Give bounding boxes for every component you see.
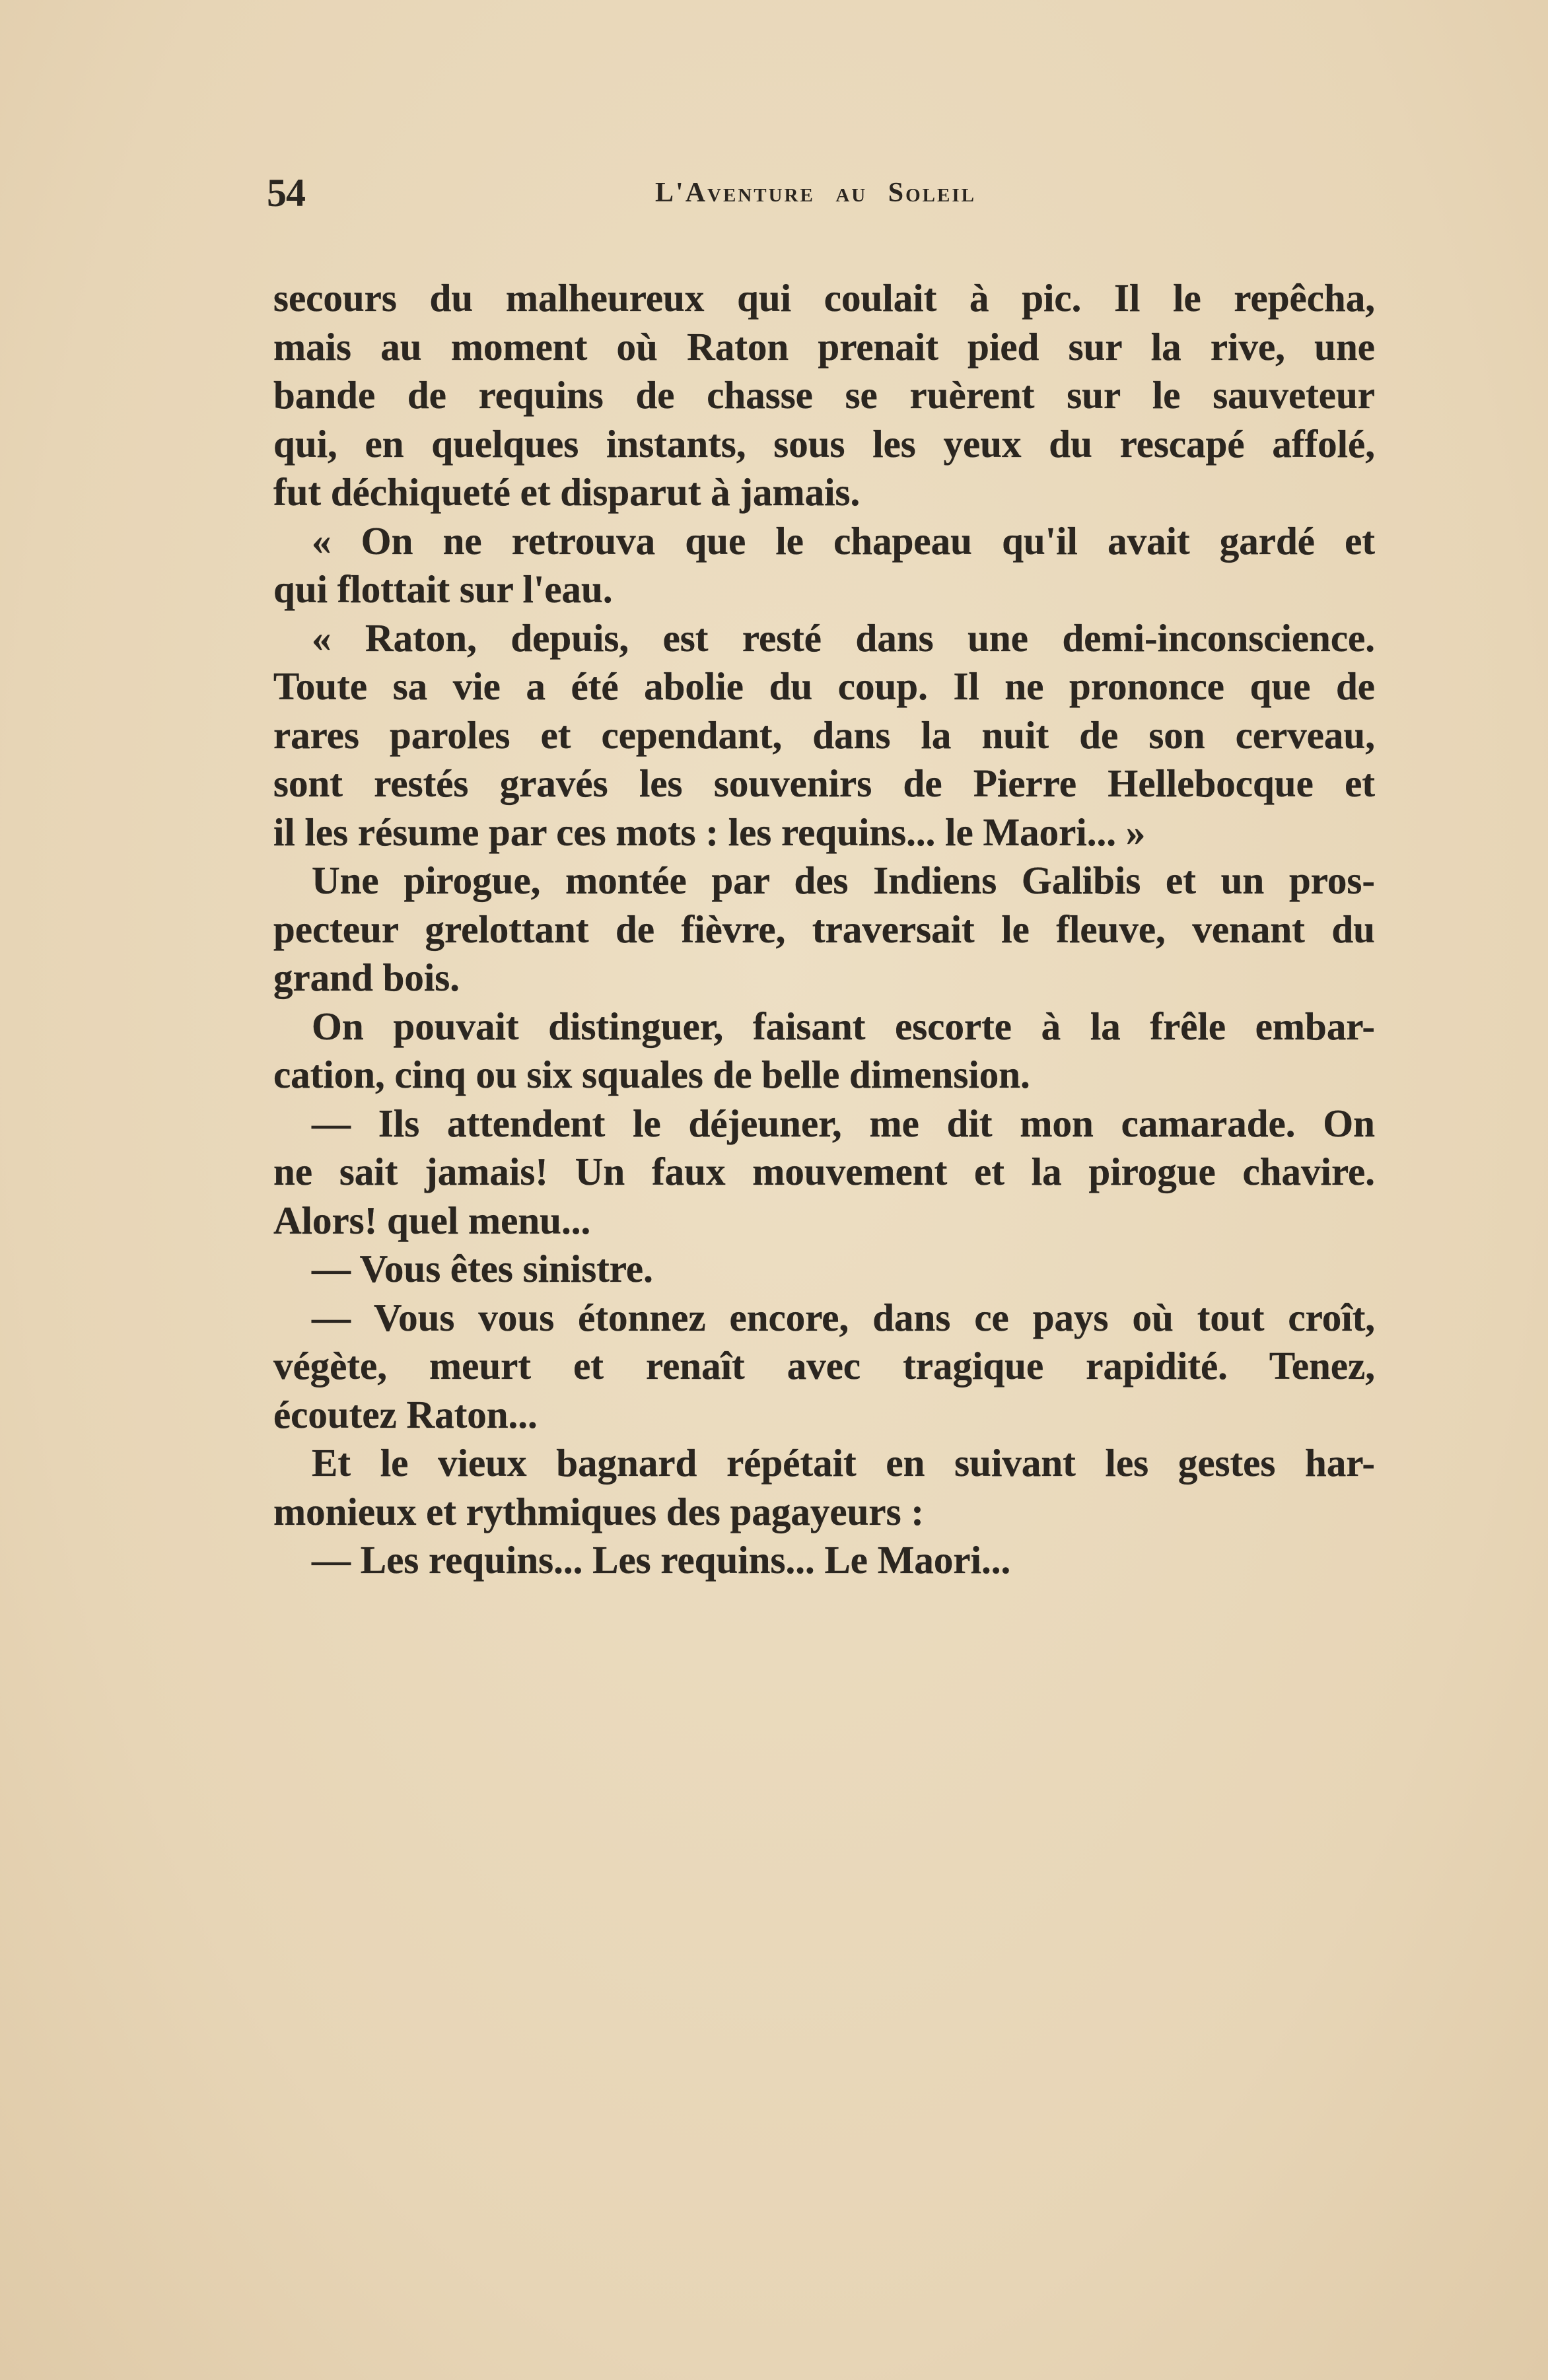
text-line: il les résume par ces mots : les requins... le Maori... » — [273, 810, 1146, 854]
text-line: Une pirogue, montée par des Indiens Galibis et un pros- — [312, 858, 1375, 902]
text-line: Et le vieux bagnard répétait en suivant les gestes har- — [312, 1441, 1375, 1485]
text-line: végète, meurt et renaît avec tragique rapidité. Tenez, — [273, 1344, 1375, 1387]
text-line: grand bois. — [273, 956, 460, 999]
paragraph — [273, 1536, 1375, 1585]
text-line: monieux et rythmiques des pagayeurs : — [273, 1489, 924, 1533]
text-line: pecteur grelottant de fièvre, traversait le fleuve, venant du — [273, 907, 1375, 951]
text-line: sont restés gravés les souvenirs de Pierre Hellebocque et — [273, 761, 1375, 805]
text-line: fut déchiqueté et disparut à jamais. — [273, 470, 861, 514]
text-line: rares paroles et cependant, dans la nuit de son cerveau, — [273, 713, 1375, 757]
text-line: Alors! quel menu... — [273, 1198, 591, 1242]
text-line: — Ils attendent le déjeuner, me dit mon camarade. On — [312, 1101, 1375, 1145]
text-line: Toute sa vie a été abolie du coup. Il ne prononce que de — [273, 664, 1375, 708]
text-line: — Vous êtes sinistre. — [312, 1247, 653, 1290]
text-line: mais au moment où Raton prenait pied sur la rive, une — [273, 324, 1375, 368]
paragraph — [273, 1100, 1375, 1245]
paragraph — [273, 1439, 1375, 1536]
text-line: — Les requins... Les requins... Le Maori... — [312, 1538, 1011, 1582]
paragraph — [273, 1245, 1375, 1294]
text-line: qui flottait sur l'eau. — [273, 567, 613, 611]
text-line: — Vous vous étonnez encore, dans ce pays où tout croît, — [312, 1295, 1375, 1339]
paragraph — [273, 517, 1375, 614]
text-line: « On ne retrouva que le chapeau qu'il avait gardé et — [312, 518, 1375, 563]
text-line: « Raton, depuis, est resté dans une demi-inconscience. — [312, 615, 1375, 660]
text-line: écoutez Raton... — [273, 1392, 538, 1436]
paragraph — [273, 857, 1375, 1002]
text-line: On pouvait distinguer, faisant escorte à la frêle embar- — [312, 1004, 1375, 1048]
text-line: cation, cinq ou six squales de belle dimension. — [273, 1053, 1030, 1096]
paragraph — [273, 614, 1375, 857]
text-line: secours du malheureux qui coulait à pic. Il le repêcha, — [273, 276, 1375, 320]
running-title: L'Aventure au Soleil — [655, 178, 976, 208]
text-line: ne sait jamais! Un faux mouvement et la pirogue chavire. — [273, 1150, 1375, 1193]
paragraph — [273, 1002, 1375, 1100]
text-line: qui, en quelques instants, sous les yeux du rescapé affolé, — [273, 421, 1375, 466]
text-line: bande de requins de chasse se ruèrent sur le sauveteur — [273, 373, 1375, 417]
body-text — [273, 274, 1375, 1585]
paragraph — [273, 1294, 1375, 1440]
paragraph — [273, 274, 1375, 517]
page-number: 54 — [267, 171, 305, 215]
